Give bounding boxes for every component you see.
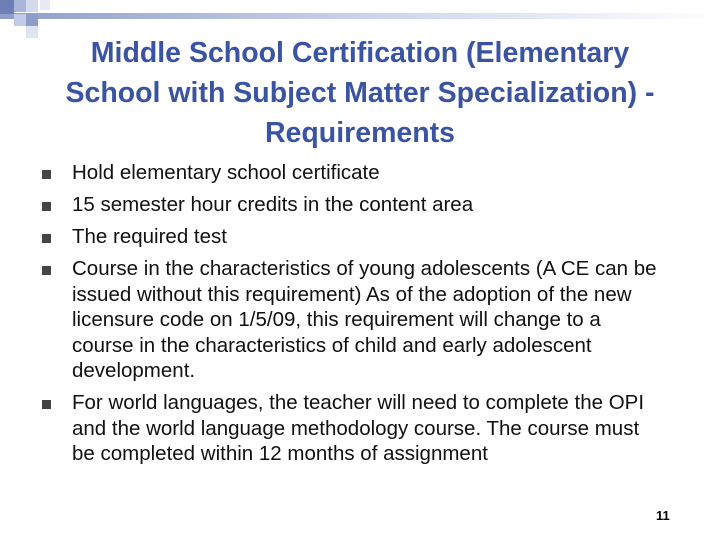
list-item-text: 15 semester hour credits in the content area: [72, 193, 474, 216]
page-number: 11: [656, 508, 670, 523]
list-item: [0, 224, 662, 250]
list-item: [0, 390, 662, 467]
list-item-text: Hold elementary school certificate: [72, 161, 380, 184]
square-bullet-icon: [42, 400, 51, 409]
square-bullet-icon: [42, 234, 51, 243]
requirements-list: [0, 160, 720, 473]
square-bullet-icon: [42, 202, 51, 211]
list-item-text: For world languages, the teacher will need to complete the OPI and the world language methodology course. The course must be completed within 12 months of assignment: [72, 391, 645, 465]
list-item-text: Course in the characteristics of young adolescents (A CE can be issued without this requirement) As of the adoption of the new licensure code on 1/5/09, this requirement will change to a course in the characteristics of child and early adolescent development.: [72, 257, 657, 382]
slide-title: Middle School Certification (Elementary School with Subject Matter Specialization) - Requirements: [65, 37, 655, 149]
list-item-text: The required test: [72, 225, 227, 248]
square-bullet-icon: [42, 170, 51, 179]
list-item: [0, 192, 662, 218]
list-item: [0, 160, 662, 186]
list-item: [0, 256, 662, 384]
square-bullet-icon: [42, 266, 51, 275]
